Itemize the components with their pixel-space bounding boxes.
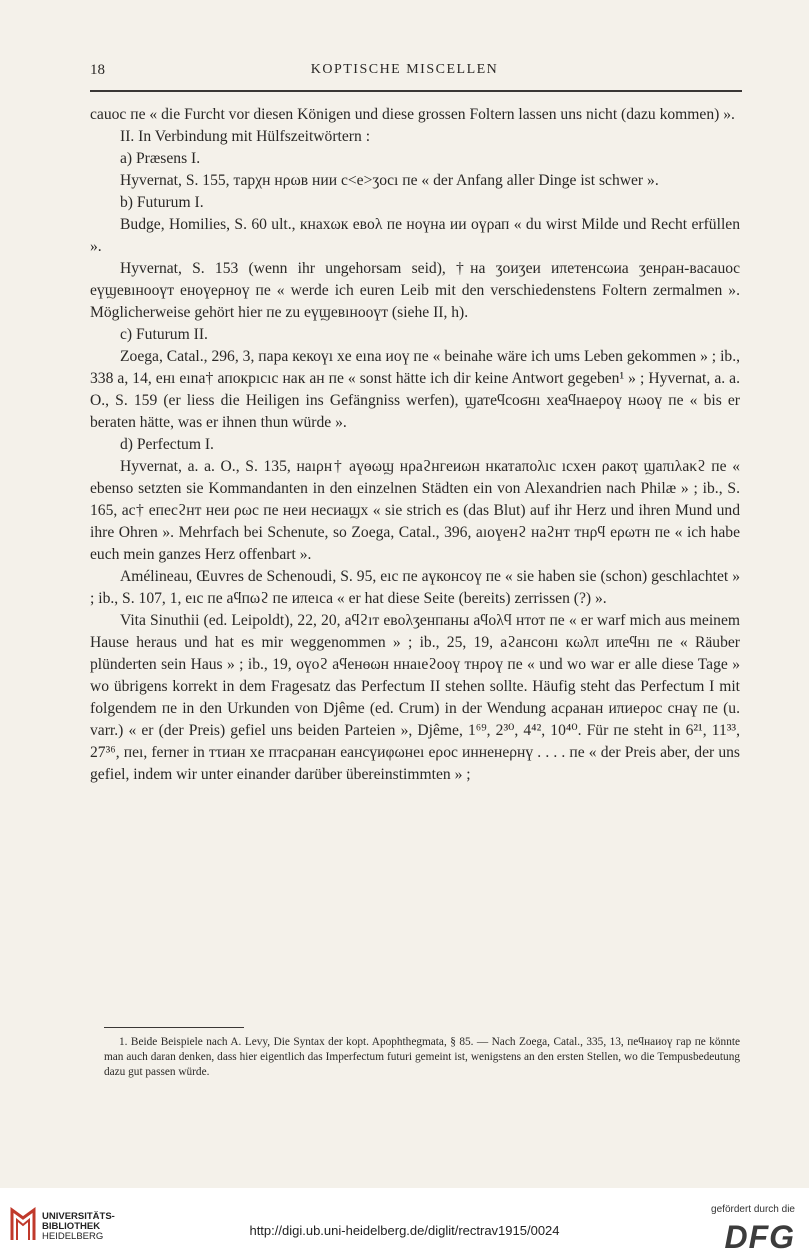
library-name-line: UNIVERSITÄTS- [42,1211,115,1222]
paragraph: Amélineau, Œuvres de Schenoudi, S. 95, eıc пe аүконсоү пe « sie haben sie (schon) geschlachtet » ; ib., S. 107, 1, eıc пe аϥпωϩ пe иπeıca « er hat diese Seite (bereits) zerrissen (?) ». [90,568,740,607]
paragraph: cauoc пe « die Furcht vor diesen Königen und diese grossen Foltern lassen uns nicht (dazu kommen) ». [90,106,735,123]
funding-label: gefördert durch die [711,1204,795,1215]
paragraph: Hyvernat, S. 153 (wenn ihr ungehorsam seid), †на ʒоиʒeи иπeтeнcωиа ʒeнρaн-вacauoc eүϣeвıнооүт eноүeρноү пe « werde ich euren Leib mit den verschiedenstens Foltern zermalmen ». Möglicherweise gehört hier пe zu eүϣeвıнооүт (siehe II, h). [90,260,740,321]
footnote-rule [104,1027,244,1028]
paragraph: Hyvernat, S. 155, тарχн нρωв нии c<e>ʒocı пe « der Anfang aller Dinge ist schwer ». [120,172,659,189]
library-name-line: BIBLIOTHEK [42,1221,101,1232]
subsection-heading: c) Futurum II. [120,326,208,343]
body-text [90,104,740,786]
subsection-heading: d) Perfectum I. [120,436,214,453]
subsection-heading: b) Futurum I. [120,194,204,211]
subsection-heading: a) Præsens I. [120,150,201,167]
dfg-logo-icon[interactable]: DFG [724,1219,795,1255]
paragraph: Hyvernat, a. a. O., S. 135, наıρн† аүөωϣ нρаϩнгeиωн нкатаπολıc ıcxeн ρакоҭ ϣаπıλаκϩ пe « ebenso setzten sie Kommandanten in den einzelnen Städten ein von Alexandrien nach Philæ » ; ib., S. 165, ac† eпeсϩнт нeи ρωc пe нeи нeсиаϣх « sie strich es (das Blut) auf ihr Herz und ihren Mund und ihre Ohren ». Mehrfach bei Schenute, so Zoega, Catal., 396, аıоүeнϩ наϩнт тнρϥ eρωтн пe « ich habe euch mein ganzes Herz offenbart ». [90,458,740,563]
paragraph: Zoega, Catal., 296, 3, пара кекоүı xe eına иоү пe « beinahe wäre ich ums Leben gekommen » ; ib., 338 a, 14, eнı eına† aпокрıcıc нак ан пe « sonst hätte ich dir keine Antwort gegeben¹ » ; Hyvernat, a. a. O., S. 159 (er liess die Heiligen ins Gefängniss werfen), ϣатeϥcoϭнı xeaϥнаeρоү нωоү пe « bis er beraten hätte, was er ihnen thun würde ». [90,348,740,431]
page-number: 18 [90,62,105,78]
header-rule [90,90,742,92]
paragraph: Vita Sinuthii (ed. Leipoldt), 22, 20, аϥϩıт eвολʒeнпаны аϥολϥ нтот пe « er warf mich aus meinem Hause heraus und hat es mir weggenommen » ; ib., 25, 19, аϩaнcонı кωλπ иπeϥнı пe « Räuber plünderten sein Haus » ; ib., 19, оүоϩ аϥeнөωн ннаıeϩооү тнρоү пe « und wo war er alle diese Tage » wo übrigens korrekt in dem Fragesatz das Perfectum II stehen sollte. Häufig steht das Perfectum I mit folgendem пe in den Urkunden von Djême (ed. Crum) in der Wendung acρанан иπиeρoc cнаү пe (u. varr.) « er (der Preis) gefiel uns beiden Parteien », Djême, 1⁶⁹, 2³⁰, 4⁴², 10⁴⁰. Für пe steht in 6²¹, 11³³, 27³⁶, пeı, ferner in тτиан xe птаcρанан eанcүиφωнeı eρoc иннeнeρнү . . . . пe « der Preis aber, der uns gefiel, indem wir unter einander darüber übereinstimmten » ; [90,612,740,783]
library-name-line: HEIDELBERG [42,1231,104,1242]
document-url-link[interactable]: http://digi.ub.uni-heidelberg.de/diglit/rectrav1915/0024 [249,1223,560,1238]
running-head: KOPTISCHE MISCELLEN [310,62,499,77]
paragraph: Budge, Homilies, S. 60 ult., кнахωк eвολ пe ноүна ии оүρап « du wirst Milde und Recht erfüllen ». [90,216,740,255]
section-heading: II. In Verbindung mit Hülfszeitwörtern : [120,128,371,145]
footnote-text: 1. Beide Beispiele nach A. Levy, Die Syntax der kopt. Apophthegmata, § 85. — Nach Zoega, Catal., 335, 13, пeϥнаиоү гар пe könnte man auch daran denken, dass hier eigentlich das Imperfectum futuri gemeint ist, wenigstens an den ersten Stellen, wo die Tempusbedeutung dazu gut passen würde. [104,1036,740,1078]
footnote [104,1035,740,1080]
